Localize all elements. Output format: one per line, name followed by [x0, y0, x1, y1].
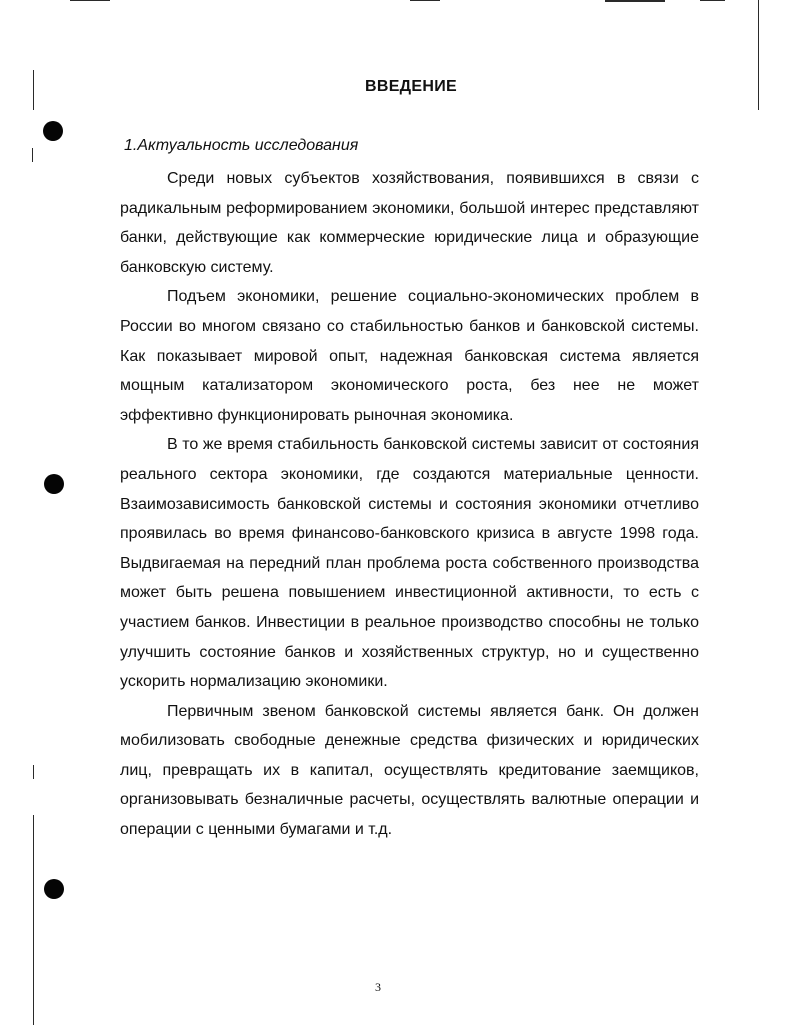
punch-hole-bottom [44, 879, 64, 899]
scan-artifact-left-line-2 [32, 148, 33, 162]
body-text [120, 164, 699, 845]
page-number: 3 [375, 980, 381, 994]
punch-hole-middle [44, 474, 64, 494]
scan-artifact-top-right [605, 0, 665, 2]
section-heading: 1.Актуальность исследования [124, 137, 359, 154]
paragraph: Среди новых субъектов хозяйствования, появившихся в связи с радикальным реформированием экономики, большой интерес представляют банки, действующие как коммерческие юридические лица и образующие банковскую систему. [120, 170, 699, 276]
scan-artifact-top-mid [410, 0, 440, 1]
scan-artifact-left-line-3 [33, 765, 34, 779]
paragraph: Подъем экономики, решение социально-экономических проблем в России во многом связано со стабильностью банков и банковской системы. Как показывает мировой опыт, надежная банковская система является мощным катализатором экономического роста, без нее не может эффективно функционировать рыночная экономика. [120, 288, 699, 424]
page-title: ВВЕДЕНИЕ [365, 78, 457, 95]
paragraph: В то же время стабильность банковской системы зависит от состояния реального сектора экономики, где создаются материальные ценности. Взаимозависимость банковской системы и состояния экономики отчетливо проявилась во время финансово-банковского кризиса в августе 1998 года. Выдвигаемая на передний план проблема роста собственного производства может быть решена повышением инвестиционной активности, то есть с участием банков. Инвестиции в реальное производство способны не только улучшить состояние банков и хозяйственных структур, но и существенно ускорить нормализацию экономики. [120, 436, 699, 691]
paragraph: Первичным звеном банковской системы является банк. Он должен мобилизовать свободные денежные средства физических и юридических лиц, превращать их в капитал, осуществлять кредитование заемщиков, организовывать безналичные расчеты, осуществлять валютные операции и операции с ценными бумагами и т.д. [120, 702, 699, 839]
scan-artifact-top-left [70, 0, 110, 1]
punch-hole-top [43, 121, 63, 141]
scan-artifact-top-right-2 [700, 0, 725, 1]
